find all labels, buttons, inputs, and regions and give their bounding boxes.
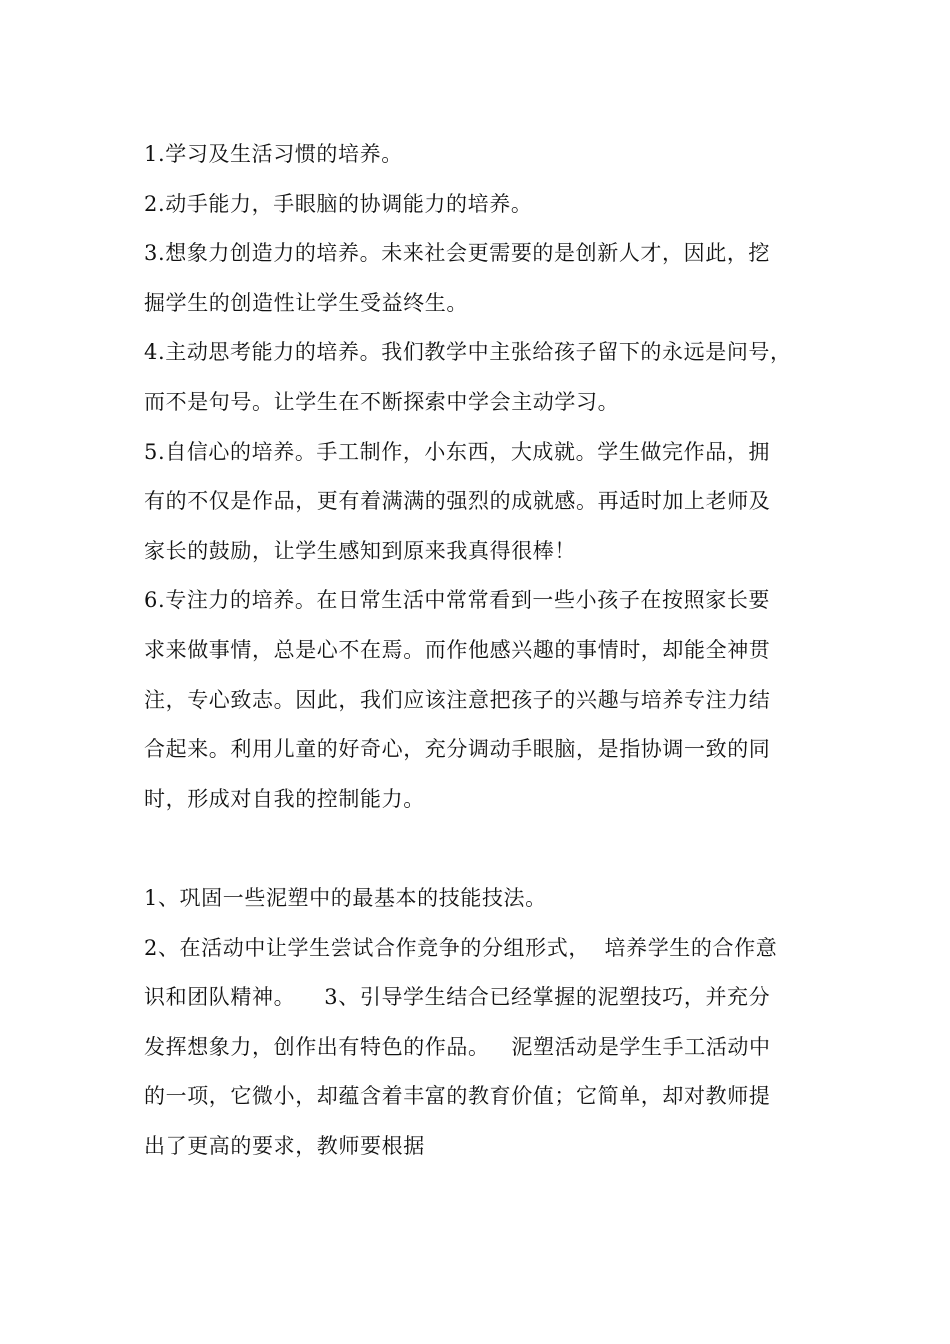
paragraph-line: 发挥想象力，创作出有特色的作品。 泥塑活动是学生手工活动中 (144, 1034, 771, 1059)
paragraph-line: 5.自信心的培养。手工制作，小东西，大成就。学生做完作品，拥 (144, 439, 771, 464)
paragraph-line: 合起来。利用儿童的好奇心，充分调动手眼脑，是指协调一致的同 (144, 737, 771, 762)
paragraph-line: 4.主动思考能力的培养。我们教学中主张给孩子留下的永远是问号， (144, 340, 792, 365)
paragraph-line: 求来做事情，总是心不在焉。而作他感兴趣的事情时，却能全神贯 (144, 637, 771, 662)
paragraph-line: 1、巩固一些泥塑中的最基本的技能技法。 (144, 885, 547, 910)
document-page (144, 130, 816, 1171)
section-cultivation-goals (144, 130, 816, 824)
paragraph-line: 而不是句号。让学生在不断探索中学会主动学习。 (144, 389, 620, 414)
paragraph-line: 2、在活动中让学生尝试合作竞争的分组形式， 培养学生的合作意 (144, 935, 778, 960)
paragraph-line: 3.想象力创造力的培养。未来社会更需要的是创新人才，因此，挖 (144, 241, 771, 266)
paragraph-line: 识和团队精神。 3、引导学生结合已经掌握的泥塑技巧，并充分 (144, 985, 771, 1010)
paragraph-line: 出了更高的要求，教师要根据 (144, 1133, 425, 1158)
paragraph-line: 6.专注力的培养。在日常生活中常常看到一些小孩子在按照家长要 (144, 588, 771, 613)
paragraph-line: 注，专心致志。因此，我们应该注意把孩子的兴趣与培养专注力结 (144, 687, 771, 712)
paragraph-line: 2.动手能力，手眼脑的协调能力的培养。 (144, 191, 533, 216)
section-clay-activity-goals (144, 874, 816, 1172)
paragraph-line: 家长的鼓励，让学生感知到原来我真得很棒！ (144, 538, 576, 563)
paragraph-line: 有的不仅是作品，更有着满满的强烈的成就感。再适时加上老师及 (144, 489, 771, 514)
paragraph-line: 掘学生的创造性让学生受益终生。 (144, 290, 468, 315)
paragraph-line: 时，形成对自我的控制能力。 (144, 786, 425, 811)
section-spacer (144, 824, 816, 874)
paragraph-line: 1.学习及生活习惯的培养。 (144, 142, 403, 166)
paragraph-line: 的一项，它微小，却蕴含着丰富的教育价值；它简单，却对教师提 (144, 1084, 771, 1109)
